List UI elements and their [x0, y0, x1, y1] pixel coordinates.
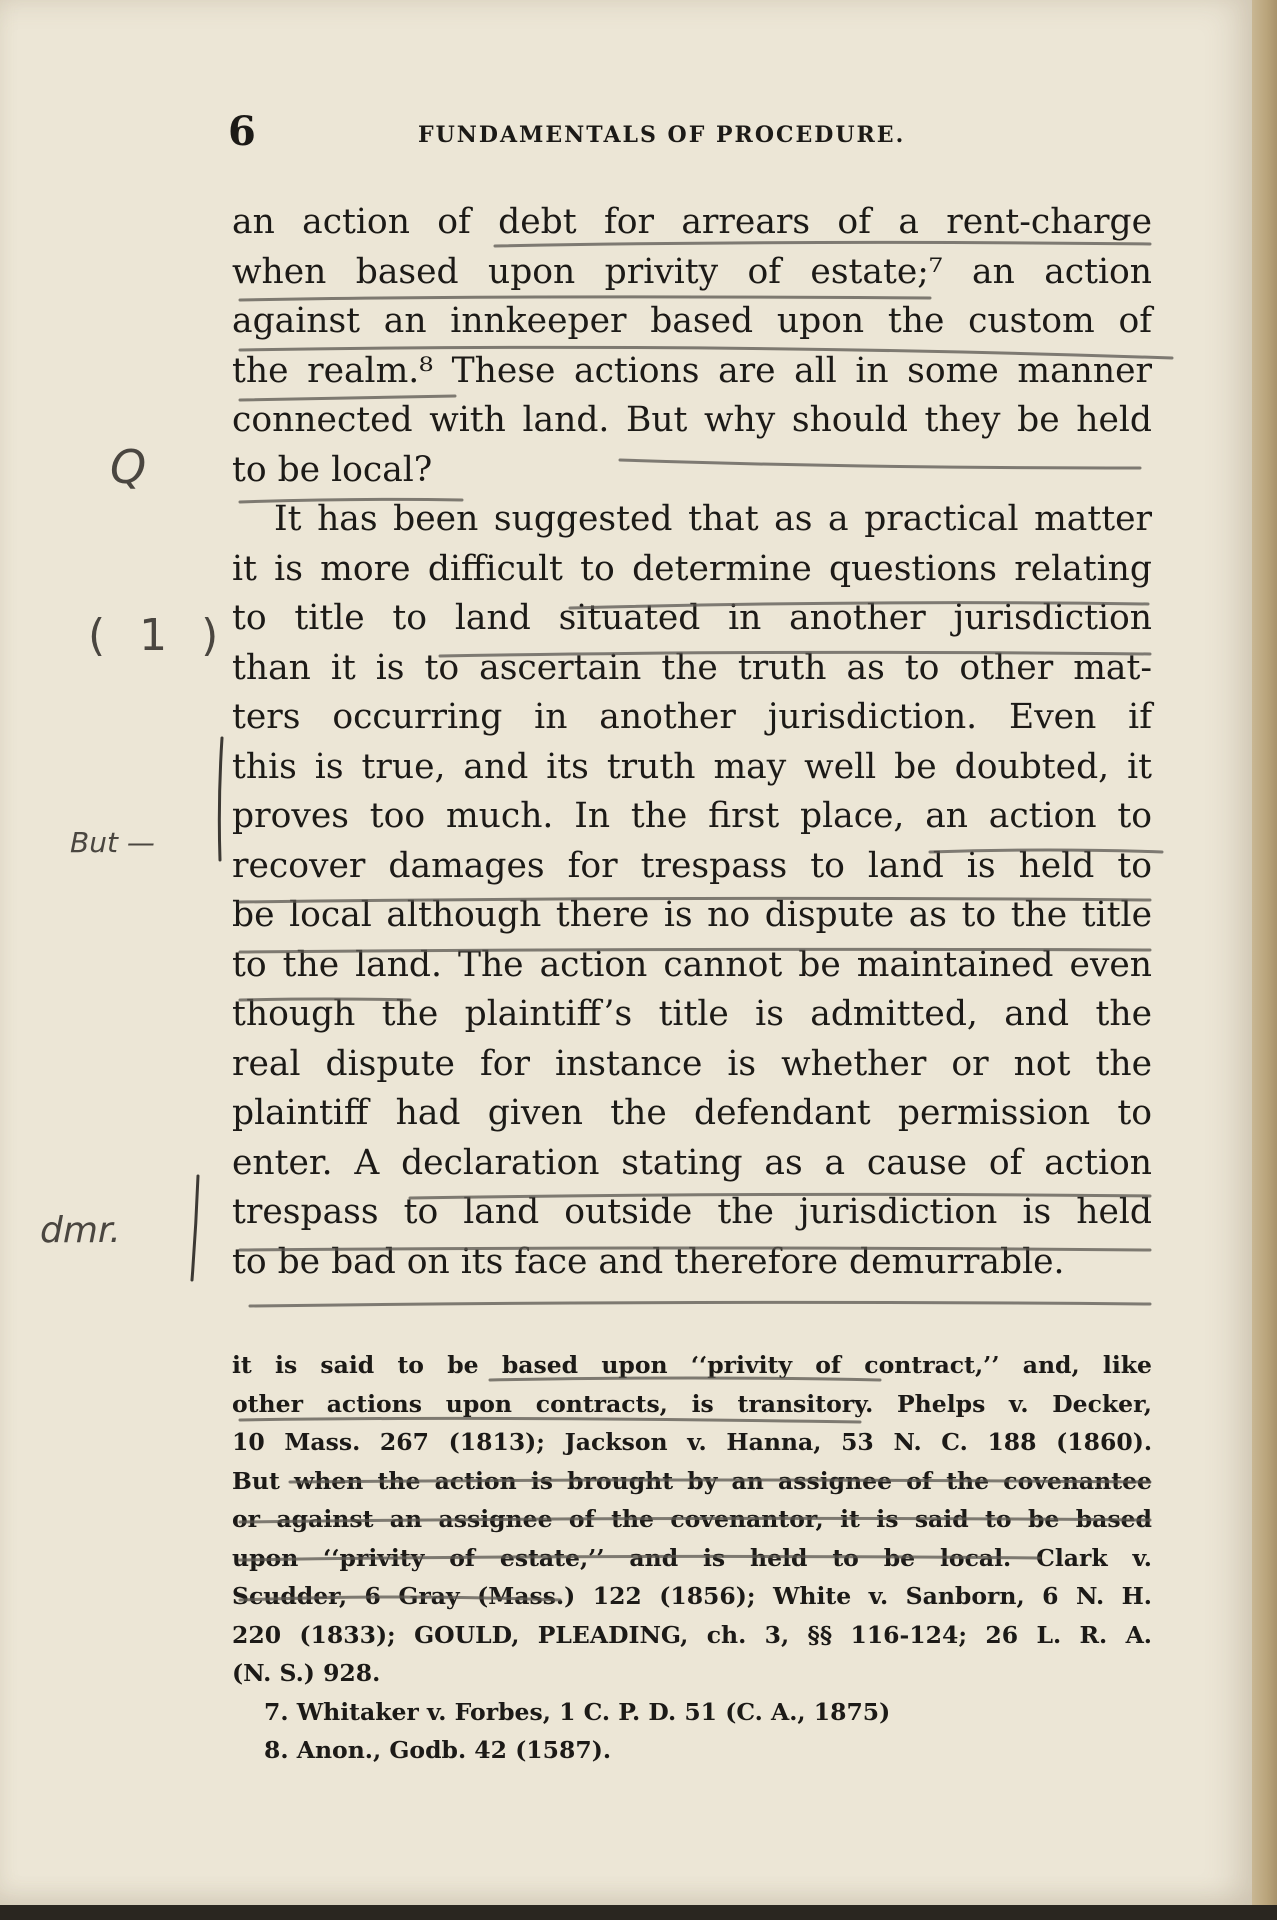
running-title: FUNDAMENTALS OF PROCEDURE. — [418, 122, 906, 148]
book-spine-edge — [1252, 0, 1277, 1920]
footnote-line: Scudder, 6 Gray (Mass.) 122 (1856); White v. Sanborn, 6 N. H. — [232, 1582, 1152, 1610]
page-number: 6 — [228, 108, 256, 155]
body-line: proves too much. In the first place, an action to — [232, 796, 1152, 836]
footnote-line: other actions upon contracts, is transitory. Phelps v. Decker, — [232, 1389, 1152, 1418]
footnote-line: 220 (1833); GOULD, PLEADING, ch. 3, §§ 116-124; 26 L. R. A. — [232, 1620, 1152, 1649]
body-line: an action of debt for arrears of a rent-charge — [232, 202, 1152, 242]
body-line: to the land. The action cannot be maintained even — [232, 944, 1152, 985]
body-text — [232, 198, 1152, 1287]
margin-note-dmr: dmr. — [40, 1210, 121, 1251]
margin-note-one: ( 1 ) — [88, 610, 229, 661]
footnote-line: it is said to be based upon ‘‘privity of contract,’’ and, like — [232, 1351, 1152, 1379]
body-line: than it is to ascertain the truth as to other mat- — [232, 647, 1152, 688]
footnote-line: (N. S.) 928. — [232, 1659, 381, 1687]
footnote-8: 8. Anon., Godb. 42 (1587). — [264, 1736, 612, 1764]
footnotes — [232, 1346, 1152, 1770]
footnote-line: 10 Mass. 267 (1813); Jackson v. Hanna, 53 N. C. 188 (1860). — [232, 1428, 1152, 1456]
body-line: plaintiff had given the defendant permission to — [232, 1093, 1152, 1133]
body-line: though the plaintiff’s title is admitted, and the — [232, 994, 1152, 1034]
body-line: ters occurring in another jurisdiction. Even if — [232, 697, 1152, 737]
margin-note-q: Q — [110, 440, 147, 494]
footnote-line: But when the action is brought by an assignee of the covenantee — [232, 1466, 1152, 1495]
body-line: enter. A declaration stating as a cause of action — [232, 1142, 1152, 1183]
body-line: to title to land situated in another jurisdiction — [232, 598, 1152, 638]
footnote-7: 7. Whitaker v. Forbes, 1 C. P. D. 51 (C. A., 1875) — [264, 1697, 891, 1726]
footnote-line: upon ‘‘privity of estate,’’ and is held to be local. Clark v. — [232, 1543, 1152, 1572]
body-line: be local although there is no dispute as to the title — [232, 895, 1152, 935]
footnote-line: or against an assignee of the covenantor, it is said to be based — [232, 1505, 1152, 1533]
body-line: it is more difficult to determine questions relating — [232, 548, 1152, 589]
body-line: against an innkeeper based upon the custom of — [232, 301, 1152, 341]
body-line: to be local? — [232, 449, 433, 490]
body-line: to be bad on its face and therefore demurrable. — [232, 1241, 1065, 1282]
body-line: It has been suggested that as a practical matter — [274, 499, 1152, 539]
body-line: recover damages for trespass to land is held to — [232, 845, 1152, 886]
body-line: this is true, and its truth may well be doubted, it — [232, 746, 1152, 787]
body-line: connected with land. But why should they be held — [232, 400, 1152, 440]
body-line: trespass to land outside the jurisdiction is held — [232, 1192, 1152, 1232]
page-header — [228, 108, 1148, 158]
body-line: the realm.⁸ These actions are all in some manner — [232, 350, 1152, 391]
margin-note-but: But — — [70, 826, 155, 859]
body-line: real dispute for instance is whether or not the — [232, 1043, 1152, 1084]
page-bottom-edge — [0, 1905, 1277, 1920]
body-line: when based upon privity of estate;⁷ an action — [232, 251, 1152, 292]
